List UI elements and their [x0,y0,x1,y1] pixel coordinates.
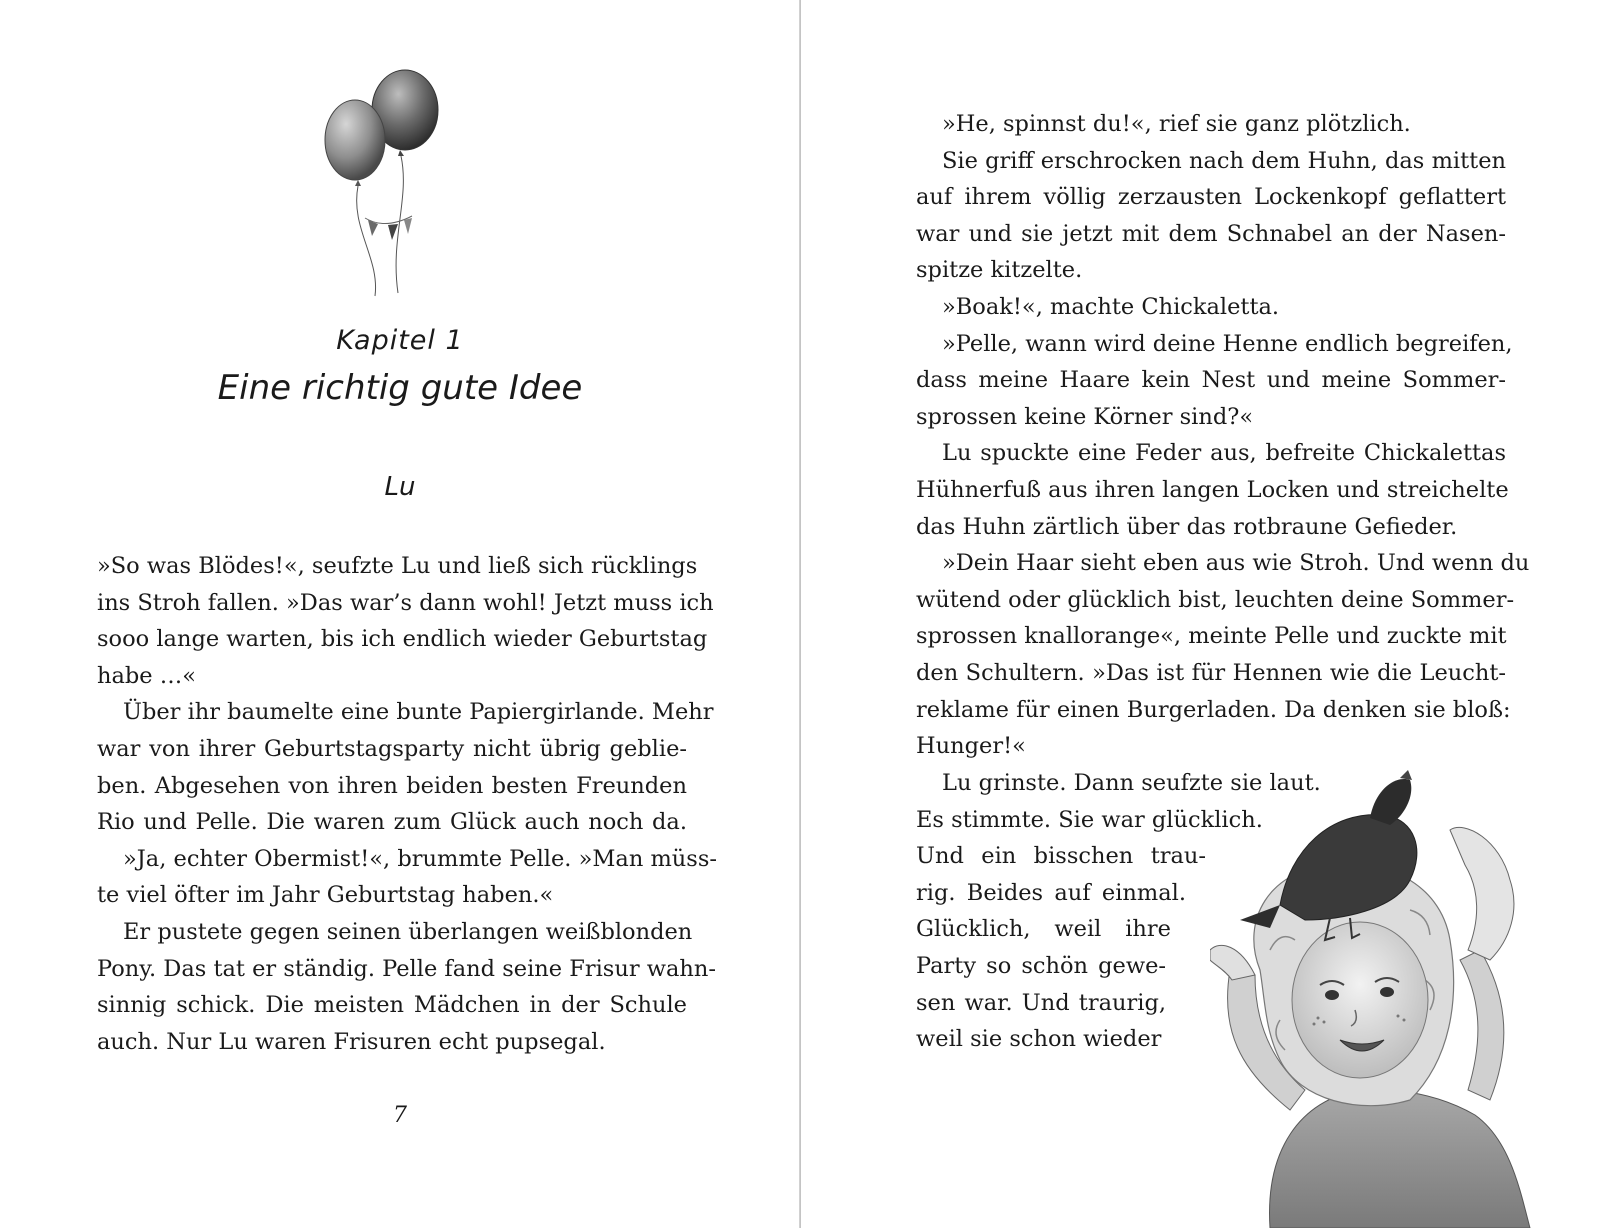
text-line: reklame für einen Burgerladen. Da denken sie bloß: [916,696,1511,723]
text-line: ben. Abgesehen von ihren beiden besten Freunden [97,772,687,799]
text-line: war und sie jetzt mit dem Schnabel an der Nasen- [916,220,1506,247]
text-line: den Schultern. »Das ist für Hennen wie die Leucht- [916,659,1506,686]
section-name: Lu [384,472,416,502]
text-line: sooo lange warten, bis ich endlich wieder Geburtstag [97,626,708,653]
text-line: »Dein Haar sieht eben aus wie Stroh. Und wenn du [942,550,1530,577]
text-line: Sie griff erschrocken nach dem Huhn, das mitten [942,147,1506,174]
text-line: spitze kitzelte. [916,257,1083,284]
text-line: wütend oder glücklich bist, leuchten deine Sommer- [916,586,1515,613]
text-line: das Huhn zärtlich über das rotbraune Gefieder. [916,513,1458,540]
text-line: sprossen keine Körner sind?« [916,403,1254,430]
text-line: Er pustete gegen seinen überlangen weißblonden [123,918,693,945]
text-line: sinnig schick. Die meisten Mädchen in der Schule [97,992,687,1019]
text-line: »So was Blödes!«, seufzte Lu und ließ sich rücklings [97,553,698,579]
chapter-label: Kapitel 1 [336,325,464,356]
text-line: weil sie schon wieder [916,1026,1162,1053]
text-line: Hühnerfuß aus ihren langen Locken und streichelte [916,476,1509,503]
text-line: ins Stroh fallen. »Das war’s dann wohl! Jetzt muss ich [97,589,714,616]
left-page-text [97,548,717,1060]
text-line: Rio und Pelle. Die waren zum Glück auch noch da. [97,809,687,836]
text-line: Lu spuckte eine Feder aus, befreite Chickalettas [942,440,1506,467]
text-line: »Pelle, wann wird deine Henne endlich begreifen, [942,330,1513,357]
text-line: sen war. Und traurig, [916,989,1166,1016]
text-line: Glücklich, weil ihre [916,916,1171,943]
page-number: 7 [393,1103,407,1128]
text-line: dass meine Haare kein Nest und meine Sommer- [916,367,1506,394]
chapter-title: Eine richtig gute Idee [217,368,583,408]
text-line: »Ja, echter Obermist!«, brummte Pelle. »Man müss- [123,845,717,872]
girl-with-hen-illustration [1210,770,1570,1228]
text-line: Und ein bisschen trau- [916,843,1206,870]
text-line: Party so schön gewe- [916,952,1166,979]
text-line: auf ihrem völlig zerzausten Lockenkopf geflattert [916,184,1506,211]
text-line: Pony. Das tat er ständig. Pelle fand seine Frisur wahn- [97,955,716,982]
text-line: Es stimmte. Sie war glücklich. [916,806,1263,833]
text-line: te viel öfter im Jahr Geburtstag haben.« [97,882,554,909]
text-line: »He, spinnst du!«, rief sie ganz plötzlich. [942,111,1411,137]
text-line: habe …« [97,662,197,689]
text-line: »Boak!«, machte Chickaletta. [942,293,1280,320]
text-line: Über ihr baumelte eine bunte Papiergirlande. Mehr [123,699,714,726]
text-line: Lu grinste. Dann seufzte sie laut. [942,770,1321,796]
right-page [801,0,1600,1228]
text-line: rig. Beides auf einmal. [916,879,1186,906]
text-line: war von ihrer Geburtstagsparty nicht übrig geblie- [97,735,687,762]
text-line: sprossen knallorange«, meinte Pelle und zuckte mit [916,623,1507,650]
balloons-illustration [320,68,460,308]
text-line: auch. Nur Lu waren Frisuren echt pupsegal. [97,1028,606,1055]
right-page-text [916,106,1530,765]
text-line: Hunger!« [916,733,1026,760]
